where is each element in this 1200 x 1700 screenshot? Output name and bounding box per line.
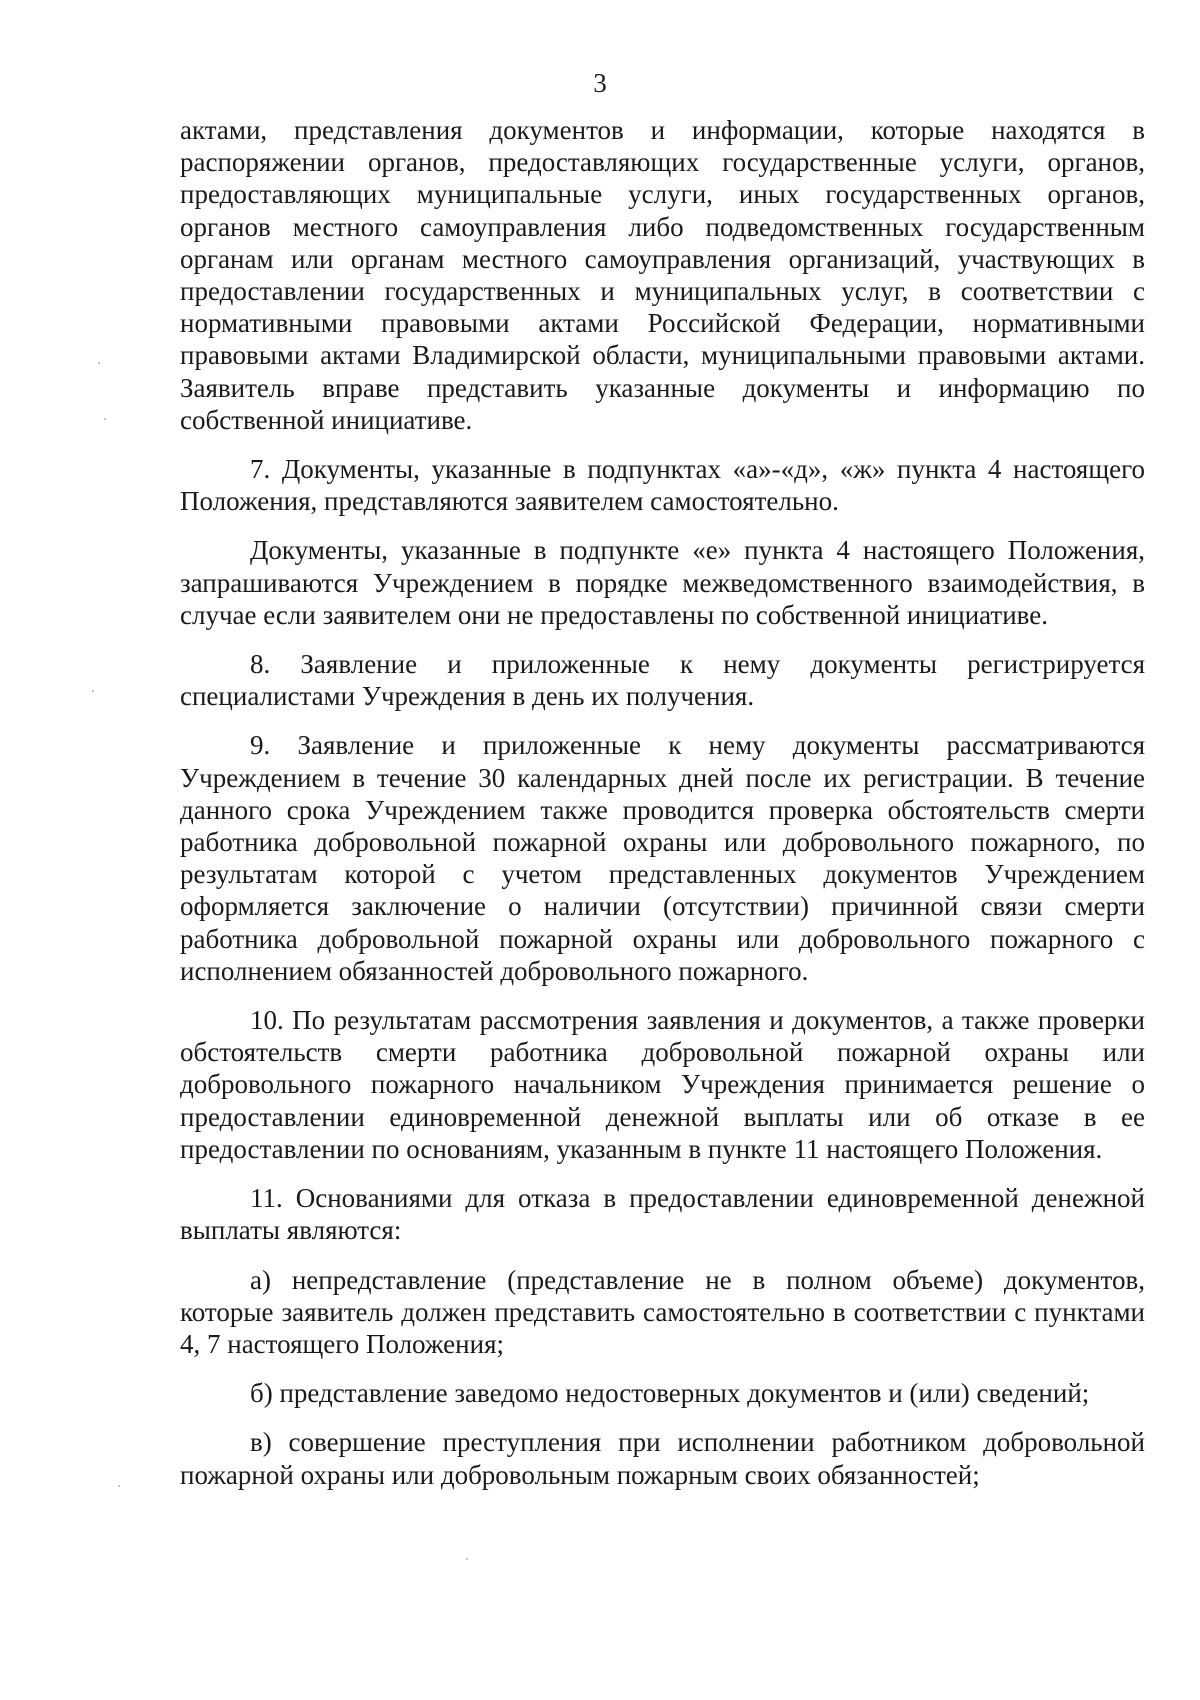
scan-speck xyxy=(92,690,94,692)
paragraph-item-11: 11. Основаниями для отказа в предоставлении единовременной денежной выплаты являются: xyxy=(180,1183,1145,1246)
paragraph-item-8: 8. Заявление и приложенные к нему документы регистрируется специалистами Учреждения в день их получения. xyxy=(180,649,1145,712)
paragraph-item-9: 9. Заявление и приложенные к нему документы рассматриваются Учреждением в течение 30 календарных дней после их регистрации. В течение данного срока Учреждением также проводится проверка обстоятельств смерти работника добровольной пожарной охраны или добровольного пожарного, по результатам которой с учетом представленных документов Учреждением оформляется заключение о наличии (отсутствии) причинной связи смерти работника добровольной пожарной охраны или добровольного пожарного с исполнением обязанностей добровольного пожарного. xyxy=(180,730,1145,986)
subitem-a: а) непредставление (представление не в полном объеме) документов, которые заявитель должен представить самостоятельно в соответствии с пунктами 4, 7 настоящего Положения; xyxy=(180,1264,1145,1359)
document-body xyxy=(180,114,1145,1508)
paragraph-item-7-part-2: Документы, указанные в подпункте «е» пункта 4 настоящего Положения, запрашиваются Учреждением в порядке межведомственного взаимодействия, в случае если заявителем они не предоставлены по собственной инициативе. xyxy=(180,535,1145,630)
scan-speck xyxy=(104,418,106,420)
scan-speck xyxy=(118,1485,120,1487)
subitem-b: б) представление заведомо недостоверных документов и (или) сведений; xyxy=(250,1378,1090,1409)
paragraph-continuation: актами, представления документов и информации, которые находятся в распоряжении органов, предоставляющих государственные услуги, органов, предоставляющих муниципальные услуги, иных государственных органов, органов местного самоуправления либо подведомственных государственным органам или органам местного самоуправления организаций, участвующих в предоставлении государственных и муниципальных услуг, в соответствии с нормативными правовыми актами Российской Федерации, нормативными правовыми актами Владимирской области, муниципальными правовыми актами. Заявитель вправе представить указанные документы и информацию по собственной инициативе. xyxy=(180,115,1145,435)
paragraph-item-7: 7. Документы, указанные в подпунктах «а»-«д», «ж» пункта 4 настоящего Положения, представляются заявителем самостоятельно. xyxy=(180,454,1145,517)
subitem-v: в) совершение преступления при исполнении работником добровольной пожарной охраны или добровольным пожарным своих обязанностей; xyxy=(180,1427,1145,1490)
scan-speck xyxy=(466,1558,468,1560)
page-number: 3 xyxy=(593,68,607,98)
paragraph-item-10: 10. По результатам рассмотрения заявления и документов, а также проверки обстоятельств смерти работника добровольной пожарной охраны или добровольного пожарного начальником Учреждения принимается решение о предоставлении единовременной денежной выплаты или об отказе в ее предоставлении по основаниям, указанным в пункте 11 настоящего Положения. xyxy=(180,1005,1145,1164)
scan-speck xyxy=(98,362,100,364)
